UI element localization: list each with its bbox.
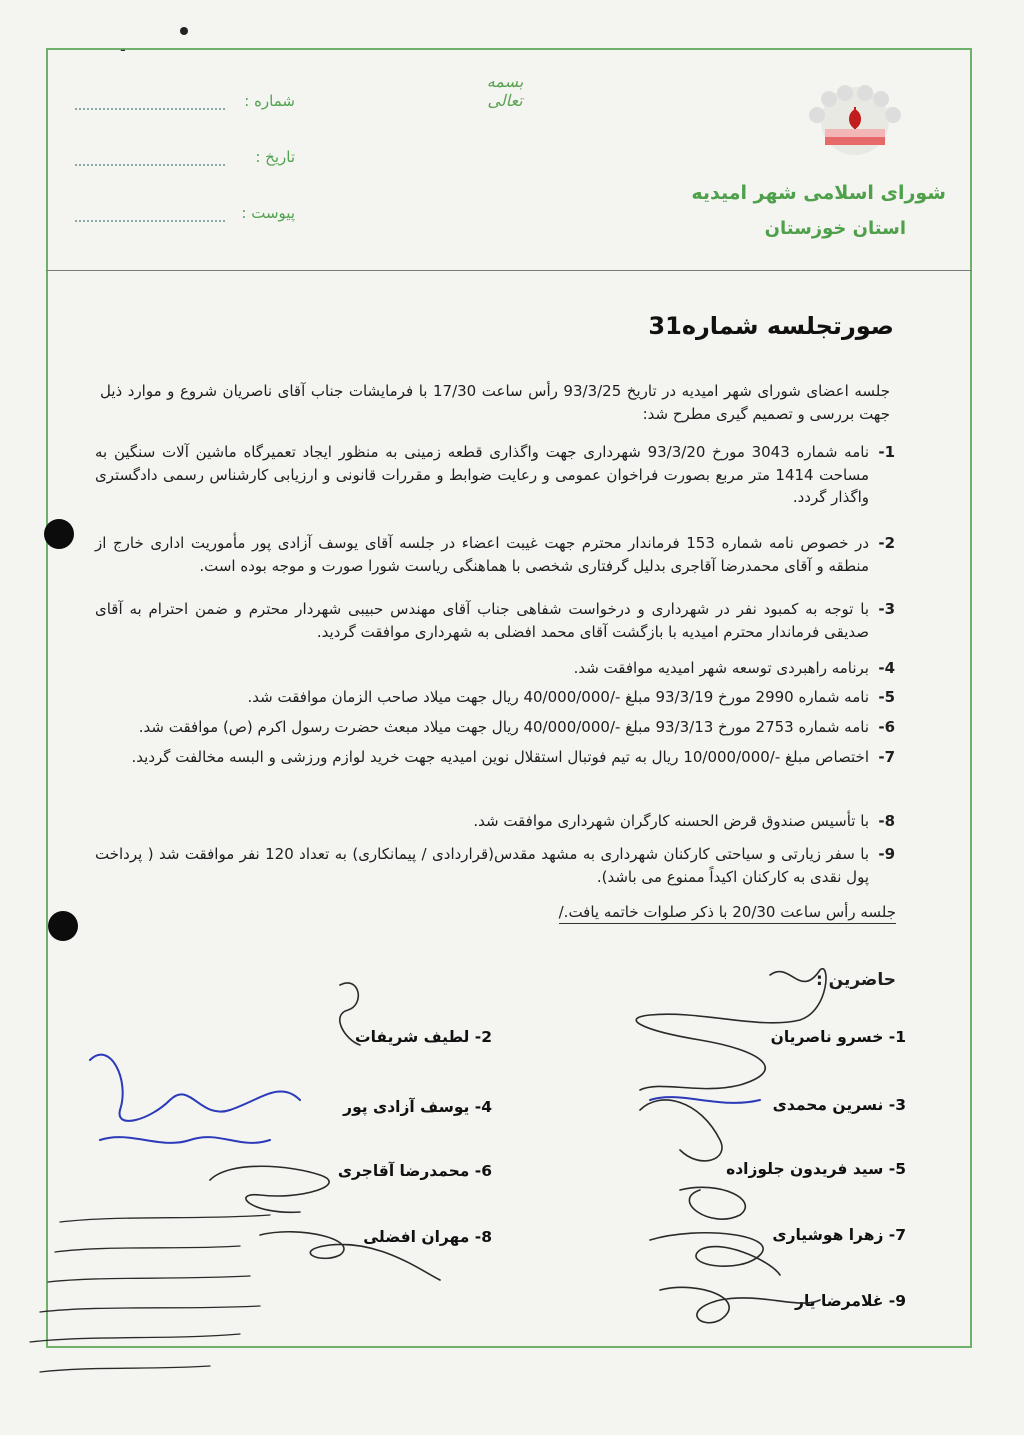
agenda-item [95,746,895,769]
intro-paragraph: جلسه اعضای شورای شهر امیدیه در تاریخ 93/3/25 رأس ساعت 17/30 با فرمایشات جناب آقای ناصریان شروع و موارد ذیل جهت بررسی و تصمیم گیری مطرح شد: [100,382,890,423]
header-divider [46,270,972,271]
item-text: نامه شماره 3043 مورخ 93/3/20 شهرداری جهت واگذاری قطعه زمینی به منظور ایجاد تعمیرگاه ماشین آلات سنگین به مساحت 1414 متر مربع بصورت فراخوان عمومی و رعایت ضوابط و مقررات قانونی و ارزیابی کارشناس رسمی دادگستری واگذار گردد. [95,443,869,506]
agenda-item [95,532,895,577]
item-number: 3- [878,600,895,618]
item-text: با سفر زیارتی و سیاحتی کارکنان شهرداری به مشهد مقدس(قراردادی / پیمانکاری) به تعداد 120 نفر موافقت شد ( پرداخت پول نقدی به کارکنان اکیداً ممنوع می باشد). [95,845,869,886]
attendee-name: 7- زهرا هوشیاری [772,1226,906,1244]
attendee-name: 5- سید فریدون جلوزاده [726,1160,906,1178]
province-name: استان خوزستان [764,218,906,239]
date-dotted-line [75,164,225,166]
number-field [75,92,295,114]
handwritten-note [40,1366,210,1372]
agenda-item [95,716,895,739]
date-label: تاریخ : [255,148,295,166]
item-text: در خصوص نامه شماره 153 فرماندار محترم جهت غیبت اعضاء در جلسه آقای یوسف آزادی پور مأموریت اداری خارج از منطقه و آقای محمدرضا آقاجری بدلیل گرفتاری شخصی با هماهنگی ریاست شورا صورت و موجه بوده است. [95,534,869,575]
attachment-dotted-line [75,220,225,222]
item-number: 1- [878,443,895,461]
item-text: نامه شماره 2990 مورخ 93/3/19 مبلغ -/40/000/000 ریال جهت میلاد صاحب الزمان موافقت شد. [247,688,869,706]
attendee-name: 4- یوسف آزادی پور [343,1098,492,1116]
item-number: 5- [878,688,895,706]
item-number: 7- [878,748,895,766]
agenda-item [95,657,895,680]
item-number: 8- [878,812,895,830]
closing-line: جلسه رأس ساعت 20/30 با ذکر صلوات خاتمه یافت./ [559,903,896,924]
item-text: نامه شماره 2753 مورخ 93/3/13 مبلغ -/40/000/000 ریال جهت میلاد مبعث حضرت رسول اکرم (ص) موافقت شد. [138,718,869,736]
council-name: شورای اسلامی شهر امیدیه [691,182,946,204]
agenda-item [95,843,895,888]
attendee-name: 8- مهران افضلی [363,1228,492,1246]
attendee-name: 2- لطیف شریفات [355,1028,492,1046]
basmala: بسمه تعالی [486,72,524,110]
iran-emblem-logo [795,85,915,165]
agenda-item [95,810,895,833]
attachment-field [75,204,295,226]
attendee-name: 1- خسرو ناصریان [770,1028,906,1046]
attendee-name: 3- نسرین محمدی [772,1096,906,1114]
number-dotted-line [75,108,225,110]
number-label: شماره : [244,92,295,110]
date-field [75,148,295,170]
item-number: 2- [878,534,895,552]
item-text: اختصاص مبلغ -/10/000/000 ریال به تیم فوتبال استقلال نوین امیدیه جهت خرید لوازم ورزشی و البسه مخالفت گردید. [131,748,869,766]
corner-mark: - [120,40,126,59]
agenda-item [95,441,895,509]
punch-hole-top [44,519,74,549]
attendee-name: 9- غلامرضا یار [795,1292,906,1310]
item-number: 6- [878,718,895,736]
agenda-item [95,686,895,709]
item-text: برنامه راهبردی توسعه شهر امیدیه موافقت شد. [573,659,869,677]
attachment-label: پیوست : [241,204,295,222]
item-number: 9- [878,845,895,863]
corner-dot [180,27,188,35]
attendee-name: 6- محمدرضا آقاجری [337,1162,492,1180]
item-text: با توجه به کمبود نفر در شهرداری و درخواست شفاهی جناب آقای مهندس حبیبی شهردار محترم و ضمن احترام به آقای صدیقی فرماندار محترم امیدیه با بازگشت آقای محمد افضلی به شهرداری موافقت گردید. [95,600,869,641]
agenda-item [95,598,895,643]
item-text: با تأسیس صندوق قرض الحسنه کارگران شهرداری موافقت شد. [473,812,869,830]
attendees-title: حاضرین : [815,970,896,990]
item-number: 4- [878,659,895,677]
document-title: صورتجلسه شماره31 [648,312,894,340]
punch-hole-bottom [48,911,78,941]
